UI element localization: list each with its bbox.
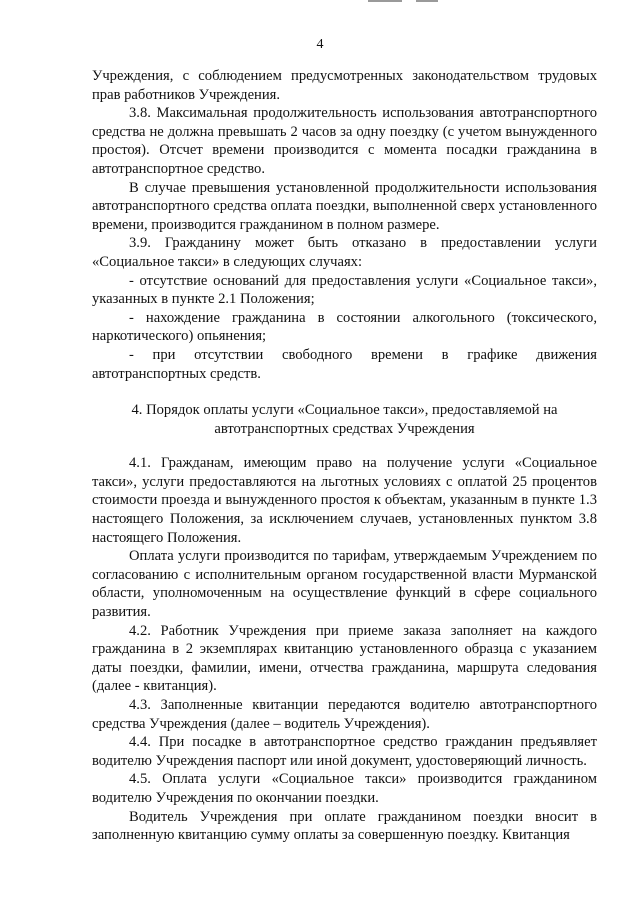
paragraph-3-9: 3.9. Гражданину может быть отказано в предоставлении услуги «Социальное такси» в следующих случаях: [92,235,597,270]
paragraph-tariffs: Оплата услуги производится по тарифам, утверждаемым Учреждением по согласованию с исполнительным органом государственной власти Мурманской области, уполномоченным на осуществление функций в сфере социального развития. [92,548,597,621]
page-number: 4 [316,37,324,52]
list-item-no-grounds: - отсутствие оснований для предоставления услуги «Социальное такси», указанных в пункте 2.1 Положения; [92,272,597,308]
list-item-intoxication: - нахождение гражданина в состоянии алкогольного (токсического, наркотического) опьянения; [92,309,597,345]
paragraph-3-8: 3.8. Максимальная продолжительность использования автотранспортного средства не должна превышать 2 часов за одну поездку (с учетом вынужденного простоя). Отсчет времени производится с момента посадки гражданина в автотранспортное средство. [92,105,597,177]
paragraph-driver-receipt: Водитель Учреждения при оплате гражданином поездки вносит в заполненную квитанцию сумму оплаты за совершенную поездку. Квитанция [92,808,597,844]
document-body [92,67,597,845]
paragraph-continuation: Учреждения, с соблюдением предусмотренных законодательством трудовых прав работников Учреждения. [92,68,597,103]
paragraph-4-3: 4.3. Заполненные квитанции передаются водителю автотранспортного средства Учреждения (далее – водитель Учреждения). [92,697,597,732]
paragraph-4-4: 4.4. При посадке в автотранспортное средство гражданин предъявляет водителю Учреждения паспорт или иной документ, удостоверяющий личность. [92,734,597,769]
scan-edge-mark [416,0,438,2]
scan-edge-mark [368,0,402,2]
list-item-no-free-time: - при отсутствии свободного времени в графике движения автотранспортных средств. [92,346,597,382]
paragraph-overtime-payment: В случае превышения установленной продолжительности использования автотранспортного средства оплата поездки, выполненной сверх установленного времени, производится гражданином в полном размере. [92,179,597,233]
section-heading-4: 4. Порядок оплаты услуги «Социальное такси», предоставляемой на автотранспортных средствах Учреждения [131,402,558,437]
paragraph-4-5: 4.5. Оплата услуги «Социальное такси» производится гражданином водителю Учреждения по окончании поездки. [92,771,597,806]
paragraph-4-1: 4.1. Гражданам, имеющим право на получение услуги «Социальное такси», услуги предоставляются на льготных условиях с оплатой 25 процентов стоимости проезда и вынужденного простоя к объектам, указанным в пункте 1.3 настоящего Положения, за исключением случаев, установленных пунктом 3.8 настоящего Положения. [92,455,597,546]
paragraph-4-2: 4.2. Работник Учреждения при приеме заказа заполняет на каждого гражданина в 2 экземплярах квитанцию установленного образца с указанием даты поездки, фамилии, имени, отчества гражданина, маршрута следования (далее - квитанция). [92,622,597,695]
